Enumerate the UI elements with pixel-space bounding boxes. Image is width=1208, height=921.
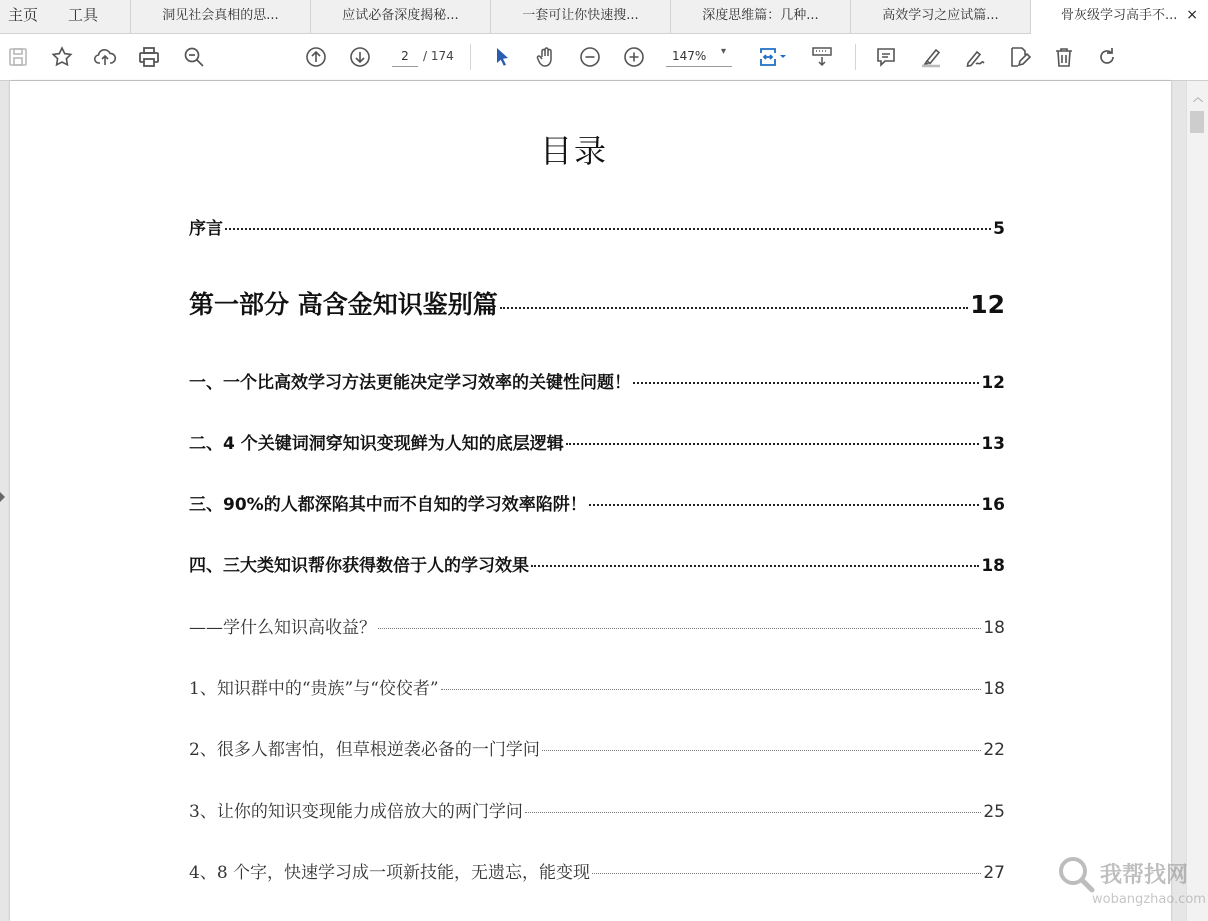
document-tab[interactable] (130, 0, 310, 33)
tab-tools[interactable]: 工具 (68, 6, 99, 24)
toc-entry[interactable]: 4、8 个字，快速学习成一项新技能，无遗忘，能变现 27 (189, 863, 1005, 883)
magnifier-logo-icon (1056, 854, 1096, 894)
document-tab-active[interactable] (1030, 0, 1208, 34)
toc-entry[interactable]: 2、很多人都害怕，但草根逆袭必备的一门学问 22 (189, 740, 1005, 760)
chevron-down-icon: ▾ (720, 46, 726, 57)
document-tab-label: 一套可让你快速搜... (522, 8, 639, 23)
select-cursor-icon[interactable] (488, 43, 516, 71)
document-tab[interactable] (850, 0, 1030, 33)
fit-page-icon[interactable] (754, 43, 790, 71)
expand-panel-icon[interactable] (0, 492, 5, 502)
tab-home[interactable]: 主页 (8, 6, 39, 24)
hand-pan-icon[interactable] (532, 43, 560, 71)
document-tab-label: 高效学习之应试篇... (882, 8, 999, 23)
site-watermark (1052, 848, 1206, 918)
toc-entry[interactable]: 四、三大类知识帮你获得数倍于人的学习效果 18 (189, 556, 1005, 576)
zoom-out-icon[interactable] (576, 43, 604, 71)
toc-entry[interactable]: 一、一个比高效学习方法更能决定学习效率的关键性问题！ 12 (189, 373, 1005, 393)
document-tab-label: 骨灰级学习高手不... (1061, 8, 1178, 23)
toc-entry[interactable]: ——学什么知识高收益？ 18 (189, 618, 1005, 638)
comment-icon[interactable] (872, 43, 900, 71)
delete-icon[interactable] (1050, 43, 1078, 71)
toc-entry[interactable]: 1、知识群中的“贵族”与“佼佼者” 18 (189, 679, 1005, 699)
page-total-label: / 174 (423, 49, 454, 63)
scroll-up-icon[interactable]: ︿ (1193, 93, 1203, 104)
page-up-icon[interactable] (302, 43, 330, 71)
toolbar-divider (470, 44, 471, 70)
scroll-mode-icon[interactable] (808, 43, 836, 71)
document-tab-label: 洞见社会真相的思... (162, 8, 279, 23)
toc-entry[interactable]: 二、4 个关键词洞穿知识变现鲜为人知的底层逻辑 13 (189, 434, 1005, 454)
toolbar (0, 34, 1208, 81)
bookmark-star-icon[interactable] (48, 43, 76, 71)
edit-doc-icon[interactable] (1005, 43, 1033, 71)
watermark-text: 我帮找网 (1100, 863, 1189, 888)
document-tab[interactable] (670, 0, 850, 33)
zoom-select[interactable] (666, 46, 732, 67)
toc-entry[interactable]: 序言 5 (189, 219, 1005, 239)
toc-title: 目录 (540, 132, 609, 170)
upload-cloud-icon[interactable] (91, 43, 119, 71)
toc-entry[interactable]: 三、90%的人都深陷其中而不自知的学习效率陷阱！ 16 (189, 495, 1005, 515)
zoom-in-icon[interactable] (620, 43, 648, 71)
close-tab-icon[interactable]: × (1186, 7, 1198, 23)
document-tab[interactable] (490, 0, 670, 33)
zoom-value: 147% (672, 49, 707, 63)
page-number-input[interactable] (392, 46, 418, 67)
watermark-url: wobangzhao.com (1092, 892, 1206, 907)
rotate-icon[interactable] (1093, 43, 1121, 71)
scrollbar-thumb[interactable] (1190, 111, 1204, 133)
vertical-scrollbar[interactable] (1186, 81, 1208, 921)
sign-icon[interactable] (961, 43, 989, 71)
page-down-icon[interactable] (346, 43, 374, 71)
document-tab-label: 应试必备深度揭秘... (342, 8, 459, 23)
print-icon[interactable] (135, 43, 163, 71)
save-icon[interactable] (4, 43, 32, 71)
toolbar-divider (855, 44, 856, 70)
toc-entry[interactable]: 3、让你的知识变现能力成倍放大的两门学问 25 (189, 802, 1005, 822)
highlight-icon[interactable] (917, 43, 945, 71)
toc-entry-part[interactable]: 第一部分 高含金知识鉴别篇 12 (189, 290, 1005, 319)
zoom-search-icon[interactable] (180, 43, 208, 71)
tab-bar (0, 0, 1208, 34)
document-tab-label: 深度思维篇：几种... (702, 8, 819, 23)
document-tab[interactable] (310, 0, 490, 33)
